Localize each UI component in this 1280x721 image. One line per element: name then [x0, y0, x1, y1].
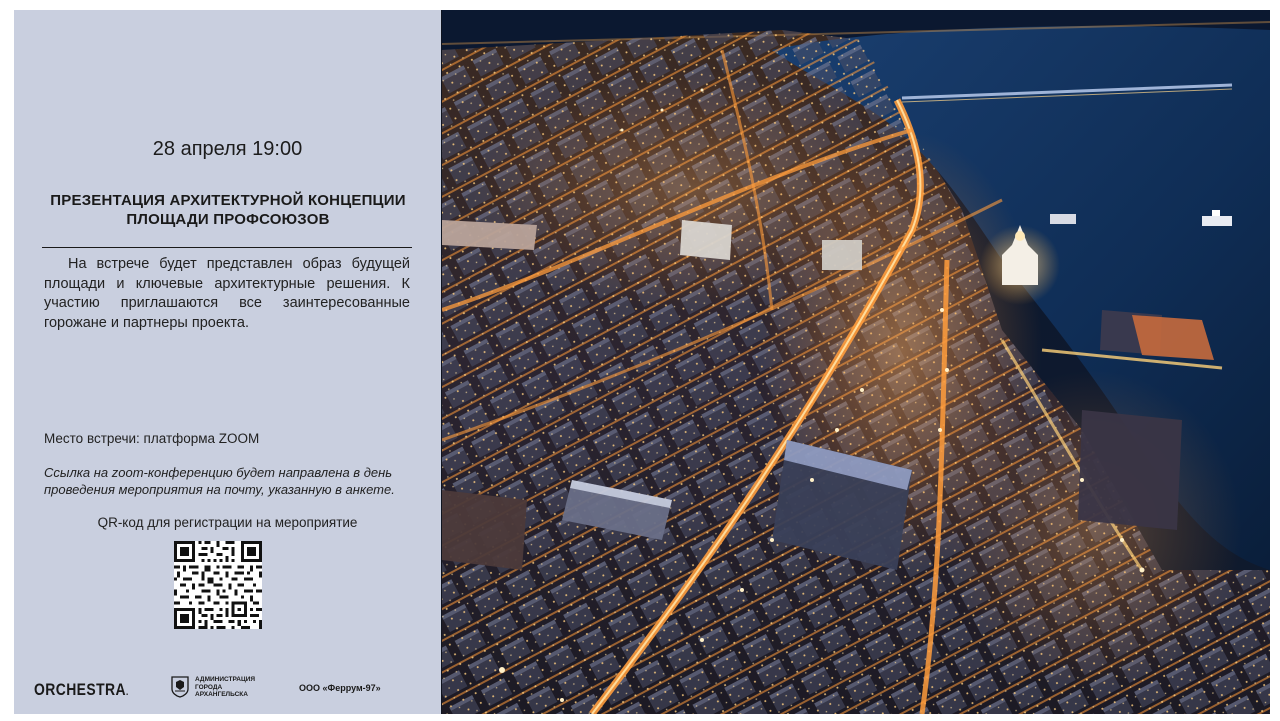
- admin-line-3: АРХАНГЕЛЬСКА: [195, 691, 248, 698]
- admin-line-2: ГОРОДА: [195, 683, 223, 691]
- ferrum-logo: ООО «Феррум-97»: [299, 683, 381, 693]
- admin-line-1: АДМИНИСТРАЦИЯ: [195, 676, 256, 683]
- event-date: 28 апреля 19:00: [152, 138, 303, 160]
- event-title: ПРЕЗЕНТАЦИЯ АРХИТЕКТУРНОЙ КОНЦЕПЦИИ ПЛОЩАДИ ПРОФСОЮЗОВ: [50, 192, 406, 228]
- qr-caption: QR-код для регистрации на мероприятие: [97, 515, 358, 530]
- city-crest-icon: [171, 676, 189, 698]
- night-city-aerial-photo: [442, 10, 1270, 714]
- zoom-note: Ссылка на zoom-конференцию будет направлена в день проведения мероприятия на почту, указанную в анкете.: [44, 465, 395, 497]
- partner-logos: [14, 675, 441, 705]
- orchestra-logo-text: ORCHESTRA: [34, 680, 126, 699]
- event-description: На встрече будет представлен образ будущей площади и ключевые архитектурные решения. К участию приглашаются все заинтересованные горожане и партнеры проекта.: [44, 256, 410, 331]
- event-venue: Место встречи: платформа ZOOM: [44, 431, 260, 446]
- info-panel: [14, 10, 441, 714]
- orchestra-logo: ORCHESTRA.: [34, 680, 129, 699]
- title-divider: [42, 247, 412, 248]
- city-administration-logo: [171, 675, 281, 701]
- city-administration-text: [195, 676, 285, 699]
- qr-code-icon[interactable]: [174, 541, 262, 629]
